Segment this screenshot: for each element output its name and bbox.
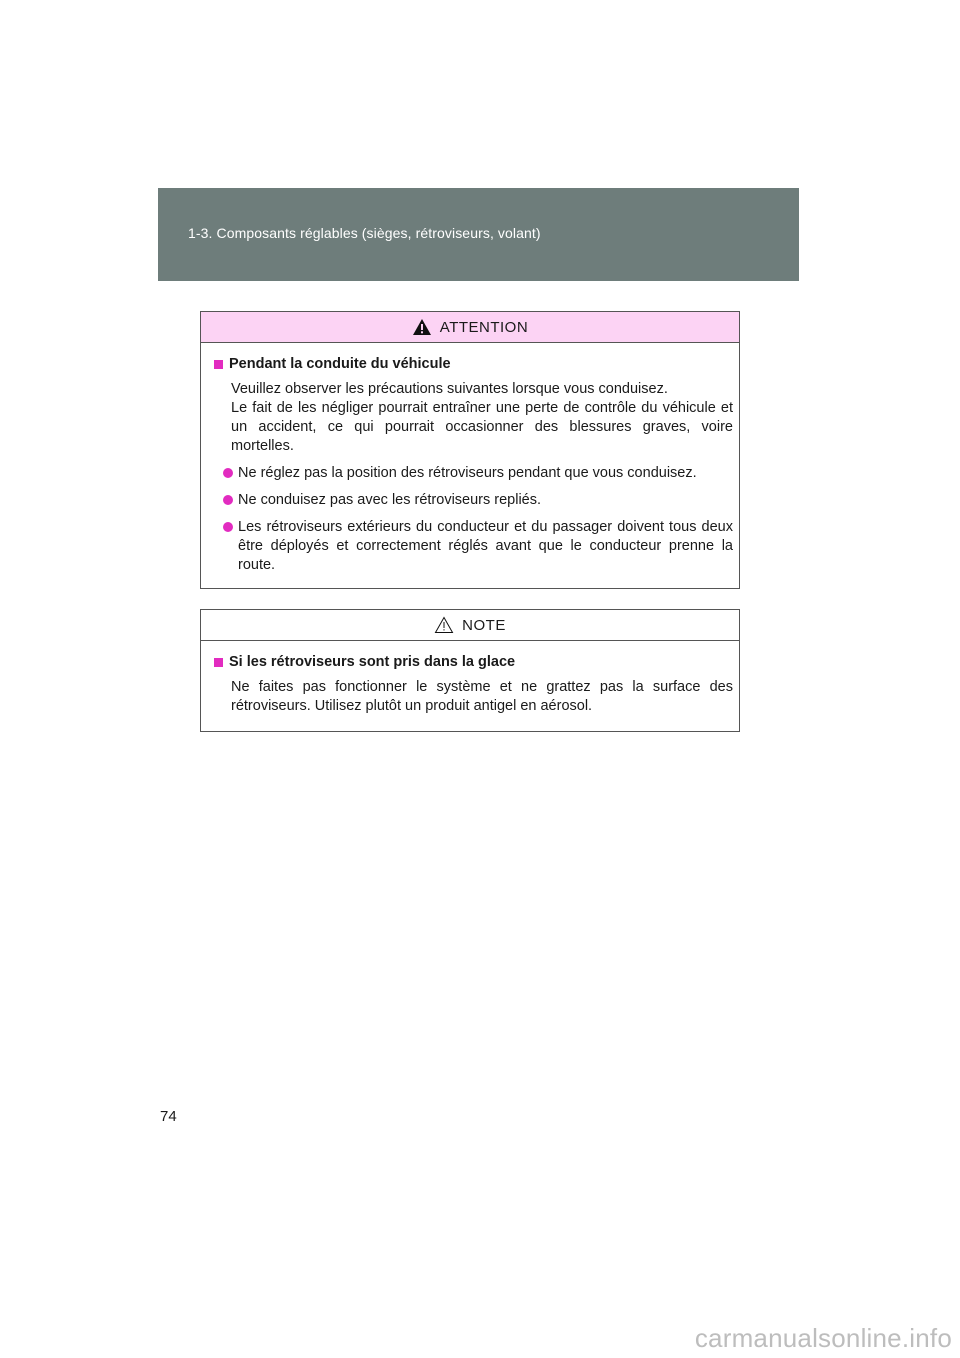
- round-bullet-icon: [223, 495, 233, 505]
- attention-bullet-text: Ne conduisez pas avec les rétroviseurs repliés.: [238, 492, 542, 508]
- round-bullet-icon: [223, 522, 233, 532]
- square-bullet-icon: [214, 360, 223, 369]
- caution-outline-icon: [434, 616, 454, 634]
- section-header-band: [158, 188, 799, 281]
- note-title: NOTE: [462, 616, 506, 634]
- attention-bullet-text: Les rétroviseurs extérieurs du conducteur et du passager doivent tous deux être déployés et correctement réglés avant que le conducteur prenne la route.: [238, 519, 733, 573]
- attention-bullet-text: Ne réglez pas la position des rétroviseurs pendant que vous conduisez.: [238, 465, 697, 481]
- attention-bullet: [223, 464, 733, 483]
- attention-box: [200, 311, 740, 589]
- section-title: 1-3. Composants réglables (sièges, rétroviseurs, volant): [188, 225, 541, 241]
- attention-line-2: Le fait de les négliger pourrait entraîner une perte de contrôle du véhicule et un accident, ce qui pourrait occasionner des blessures graves, voire mortelles.: [231, 400, 733, 454]
- note-header: [201, 610, 739, 641]
- attention-subheading-text: Pendant la conduite du véhicule: [229, 356, 451, 372]
- note-subheading-text: Si les rétroviseurs sont pris dans la glace: [229, 654, 516, 670]
- attention-subheading: [214, 355, 733, 374]
- page-number: 74: [160, 1108, 177, 1125]
- note-box: [200, 609, 740, 732]
- note-body: [201, 641, 739, 728]
- attention-header: [201, 312, 739, 343]
- round-bullet-icon: [223, 468, 233, 478]
- note-text: Ne faites pas fonctionner le système et ne grattez pas la surface des rétroviseurs. Utilisez plutôt un produit antigel en aérosol.: [231, 679, 733, 714]
- attention-body: [201, 343, 739, 587]
- footer-site-watermark[interactable]: carmanualsonline.info: [694, 1323, 952, 1353]
- attention-line-1: Veuillez observer les précautions suivantes lorsque vous conduisez.: [231, 381, 668, 397]
- warning-triangle-icon: [412, 318, 432, 336]
- attention-title: ATTENTION: [439, 318, 529, 336]
- attention-bullet: [223, 518, 733, 575]
- attention-bullet: [223, 491, 733, 510]
- note-subheading: [214, 653, 733, 672]
- square-bullet-icon: [214, 658, 223, 667]
